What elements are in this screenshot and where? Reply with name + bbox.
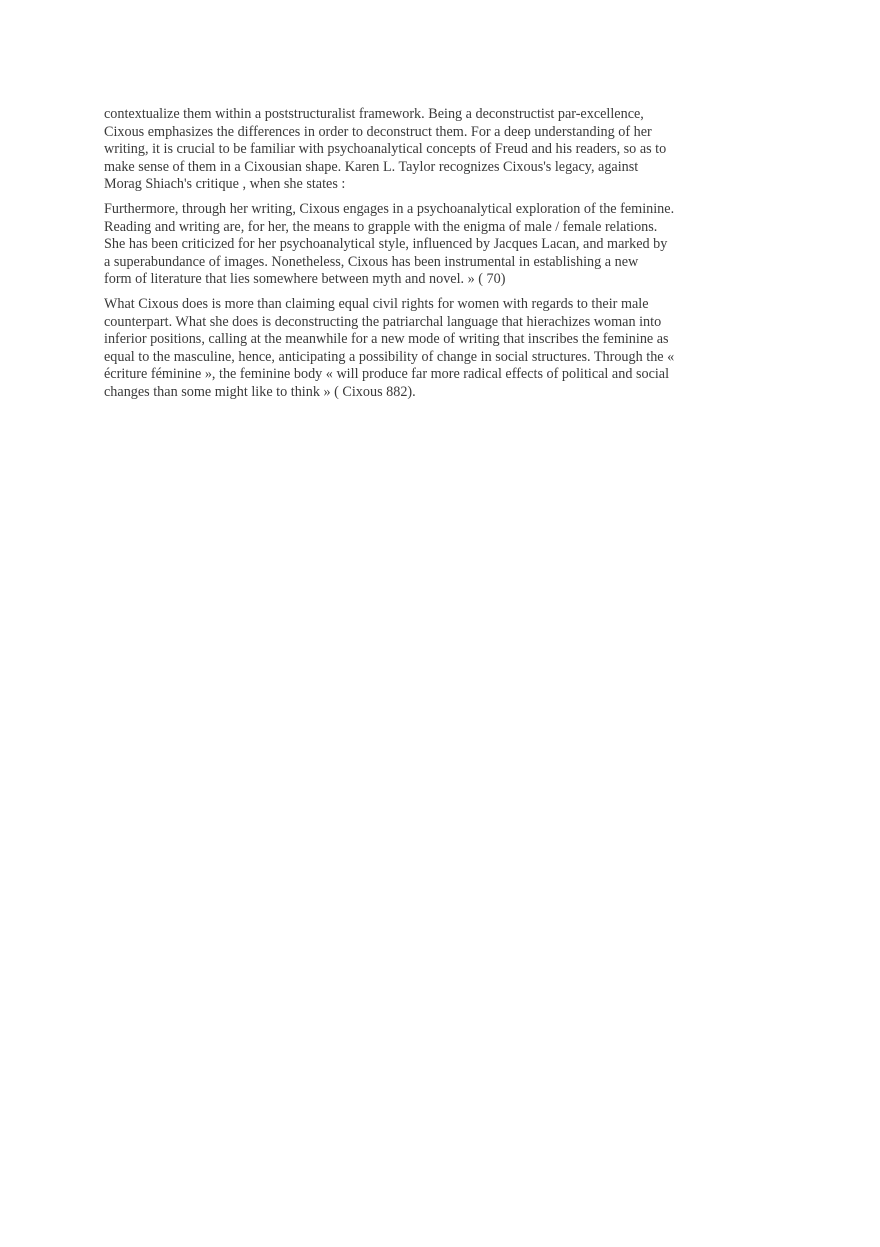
body-text <box>104 106 724 402</box>
paragraph-quotation <box>104 201 724 289</box>
text-line: Furthermore, through her writing, Cixous engages in a psychoanalytical exploration of the feminine. <box>104 200 675 217</box>
text-line: Reading and writing are, for her, the means to grapple with the enigma of male / female relations. <box>104 218 658 235</box>
text-line: form of literature that lies somewhere between myth and novel. » ( 70) <box>104 271 506 288</box>
text-line: a superabundance of images. Nonetheless, Cixous has been instrumental in establishing a new <box>104 253 639 270</box>
text-line: make sense of them in a Cixousian shape. Karen L. Taylor recognizes Cixous's legacy, against <box>104 158 639 175</box>
text-line: Cixous emphasizes the differences in order to deconstruct them. For a deep understanding of her <box>104 123 652 140</box>
text-line: She has been criticized for her psychoanalytical style, influenced by Jacques Lacan, and marked by <box>104 236 668 253</box>
text-line: changes than some might like to think » ( Cixous 882). <box>104 383 416 400</box>
paragraph-conclusion <box>104 296 724 402</box>
text-line: écriture féminine », the feminine body « will produce far more radical effects of political and social <box>104 366 670 383</box>
paragraph-gap <box>104 194 724 201</box>
text-line: contextualize them within a poststructuralist framework. Being a deconstructist par-excellence, <box>104 106 644 122</box>
text-line: What Cixous does is more than claiming equal civil rights for women with regards to their male <box>104 295 649 312</box>
paragraph-intro <box>104 106 724 194</box>
text-line: inferior positions, calling at the meanwhile for a new mode of writing that inscribes the feminine as <box>104 331 669 348</box>
text-line: equal to the masculine, hence, anticipating a possibility of change in social structures. Through the « <box>104 348 675 365</box>
text-line: counterpart. What she does is deconstructing the patriarchal language that hierachizes woman into <box>104 313 662 330</box>
text-line: writing, it is crucial to be familiar with psychoanalytical concepts of Freud and his readers, so as to <box>104 141 667 158</box>
text-line: Morag Shiach's critique , when she states : <box>104 176 346 193</box>
paragraph-gap <box>104 289 724 296</box>
